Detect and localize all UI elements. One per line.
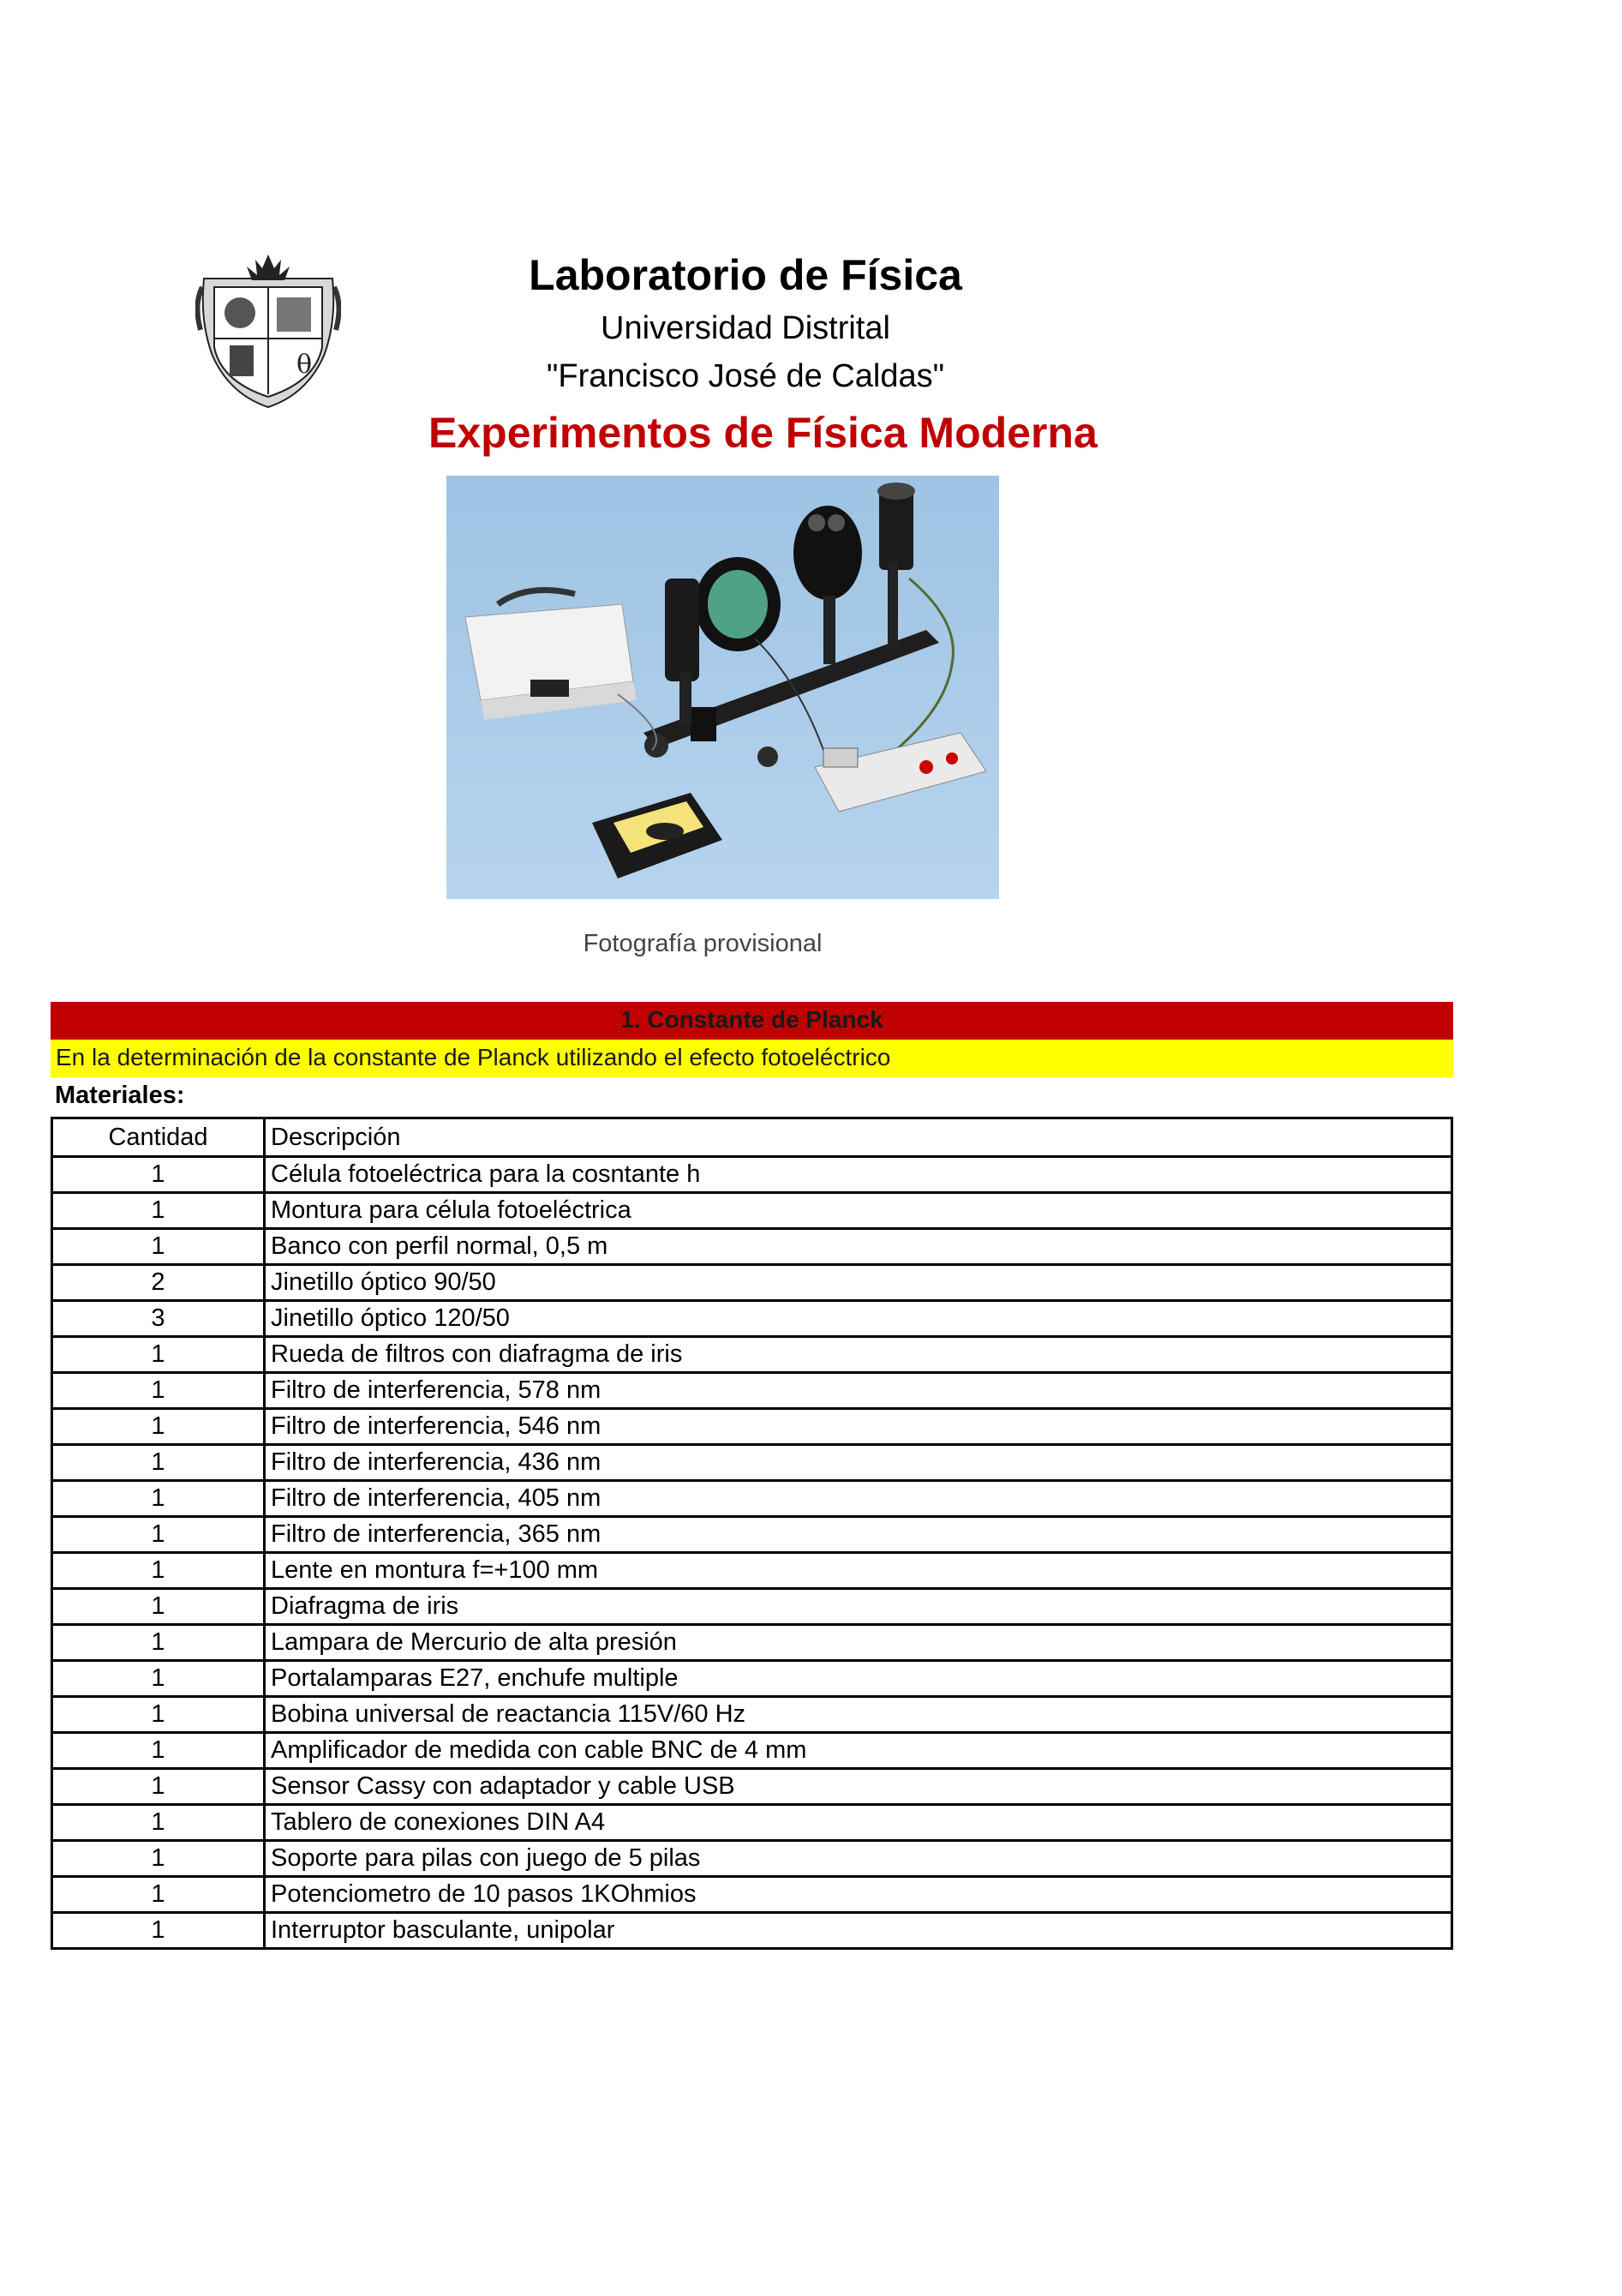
quantity-cell: 1 <box>52 1769 265 1805</box>
table-row <box>52 1733 1452 1769</box>
quantity-cell: 1 <box>52 1877 265 1913</box>
quantity-cell: 1 <box>52 1553 265 1589</box>
quantity-cell: 1 <box>52 1805 265 1841</box>
table-row <box>52 1553 1452 1589</box>
description-cell: Filtro de interferencia, 365 nm <box>265 1517 1452 1553</box>
description-cell: Portalamparas E27, enchufe multiple <box>265 1661 1452 1697</box>
description-cell: Jinetillo óptico 90/50 <box>265 1265 1452 1301</box>
quantity-cell: 1 <box>52 1589 265 1625</box>
description-cell: Banco con perfil normal, 0,5 m <box>265 1229 1452 1265</box>
description-cell: Interruptor basculante, unipolar <box>265 1913 1452 1949</box>
quantity-cell: 1 <box>52 1409 265 1445</box>
quantity-cell: 1 <box>52 1157 265 1193</box>
university-crest-logo <box>195 253 341 411</box>
quantity-cell: 1 <box>52 1841 265 1877</box>
materials-table <box>51 1117 1453 1950</box>
description-cell: Célula fotoeléctrica para la cosntante h <box>265 1157 1452 1193</box>
quantity-cell: 3 <box>52 1301 265 1337</box>
table-row <box>52 1841 1452 1877</box>
quantity-cell: 1 <box>52 1913 265 1949</box>
table-row <box>52 1661 1452 1697</box>
quantity-cell: 1 <box>52 1661 265 1697</box>
description-cell: Amplificador de medida con cable BNC de 4 mm <box>265 1733 1452 1769</box>
description-cell: Filtro de interferencia, 578 nm <box>265 1373 1452 1409</box>
quantity-cell: 1 <box>52 1517 265 1553</box>
description-cell: Diafragma de iris <box>265 1589 1452 1625</box>
table-row <box>52 1301 1452 1337</box>
quantity-cell: 1 <box>52 1373 265 1409</box>
table-row <box>52 1769 1452 1805</box>
table-row <box>52 1229 1452 1265</box>
description-cell: Filtro de interferencia, 405 nm <box>265 1481 1452 1517</box>
quantity-cell: 1 <box>52 1733 265 1769</box>
quantity-cell: 1 <box>52 1625 265 1661</box>
experiment-description-band: En la determinación de la constante de Planck utilizando el efecto fotoeléctrico <box>51 1040 1453 1077</box>
description-cell: Sensor Cassy con adaptador y cable USB <box>265 1769 1452 1805</box>
quantity-cell: 2 <box>52 1265 265 1301</box>
table-row <box>52 1337 1452 1373</box>
description-cell: Rueda de filtros con diafragma de iris <box>265 1337 1452 1373</box>
description-cell: Filtro de interferencia, 546 nm <box>265 1409 1452 1445</box>
experiment-title-band: 1. Constante de Planck <box>51 1002 1453 1040</box>
quantity-cell: 1 <box>52 1193 265 1229</box>
table-row <box>52 1157 1452 1193</box>
university-label: Universidad Distrital <box>601 310 890 346</box>
table-row <box>52 1265 1452 1301</box>
quantity-cell: 1 <box>52 1697 265 1733</box>
description-cell: Montura para célula fotoeléctrica <box>265 1193 1452 1229</box>
page-title: Laboratorio de Física <box>529 251 962 299</box>
photo-caption: Fotografía provisional <box>583 930 823 957</box>
table-row <box>52 1589 1452 1625</box>
description-cell: Tablero de conexiones DIN A4 <box>265 1805 1452 1841</box>
table-header-row <box>52 1118 1452 1157</box>
column-header-quantity: Cantidad <box>52 1118 265 1157</box>
table-row <box>52 1913 1452 1949</box>
description-cell: Potenciometro de 10 pasos 1KOhmios <box>265 1877 1452 1913</box>
table-row <box>52 1625 1452 1661</box>
experiments-subtitle: Experimentos de Física Moderna <box>428 409 1098 457</box>
materials-label: Materiales: <box>55 1082 185 1109</box>
equipment-photo <box>446 476 999 899</box>
quantity-cell: 1 <box>52 1229 265 1265</box>
university-name: "Francisco José de Caldas" <box>546 358 945 394</box>
description-cell: Bobina universal de reactancia 115V/60 Hz <box>265 1697 1452 1733</box>
description-cell: Lente en montura f=+100 mm <box>265 1553 1452 1589</box>
table-row <box>52 1481 1452 1517</box>
column-header-description: Descripción <box>265 1118 1452 1157</box>
table-row <box>52 1877 1452 1913</box>
quantity-cell: 1 <box>52 1337 265 1373</box>
table-row <box>52 1805 1452 1841</box>
description-cell: Soporte para pilas con juego de 5 pilas <box>265 1841 1452 1877</box>
table-row <box>52 1193 1452 1229</box>
quantity-cell: 1 <box>52 1445 265 1481</box>
table-row <box>52 1445 1452 1481</box>
quantity-cell: 1 <box>52 1481 265 1517</box>
table-row <box>52 1409 1452 1445</box>
table-row <box>52 1517 1452 1553</box>
svg-text:θ: θ <box>296 350 313 380</box>
table-row <box>52 1373 1452 1409</box>
description-cell: Lampara de Mercurio de alta presión <box>265 1625 1452 1661</box>
table-row <box>52 1697 1452 1733</box>
description-cell: Filtro de interferencia, 436 nm <box>265 1445 1452 1481</box>
description-cell: Jinetillo óptico 120/50 <box>265 1301 1452 1337</box>
